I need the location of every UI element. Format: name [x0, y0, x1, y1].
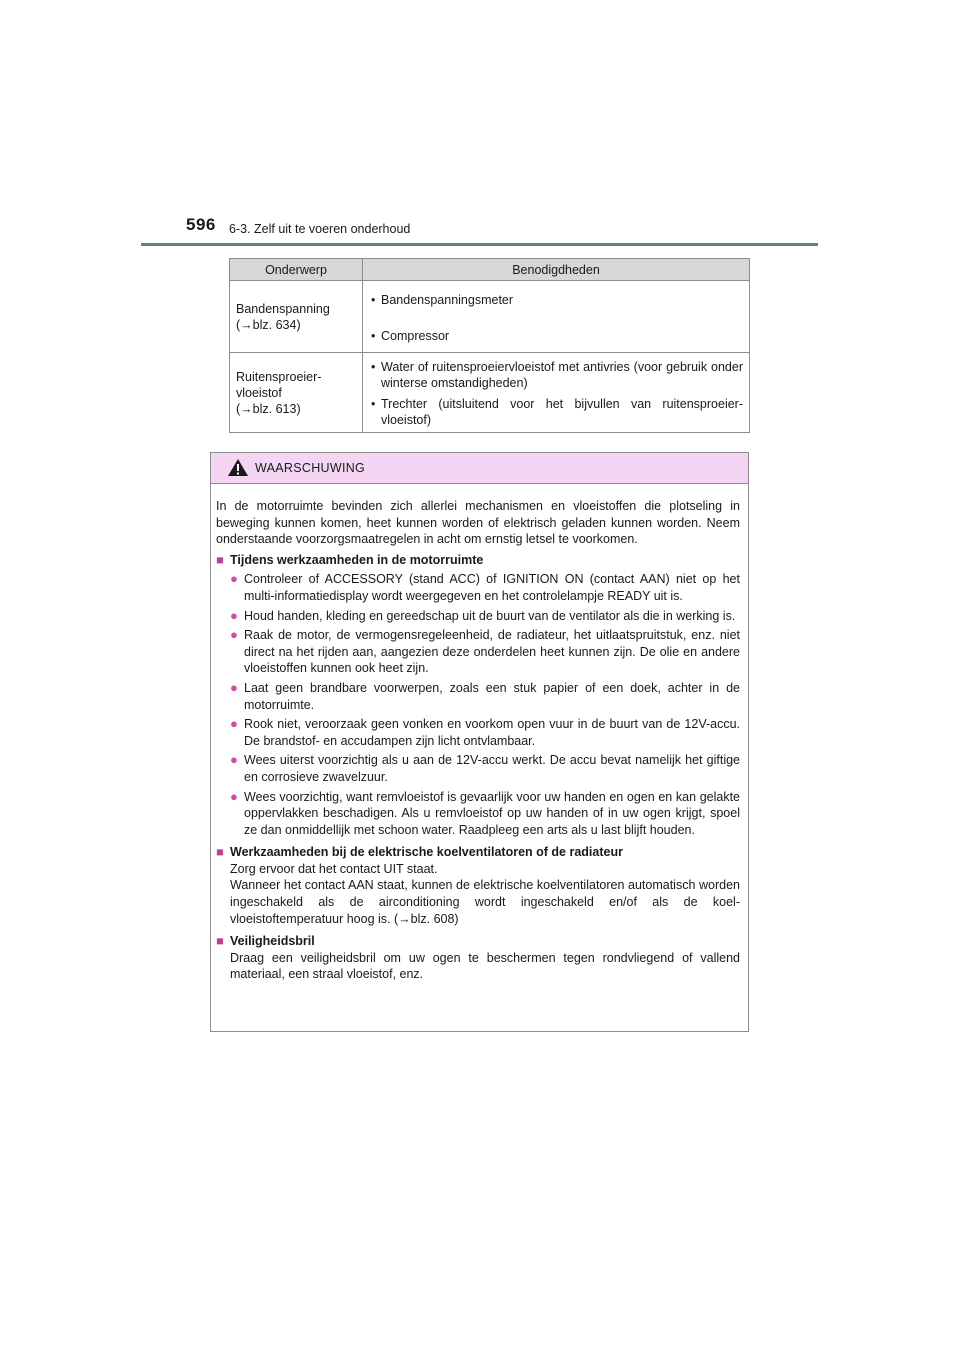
subject-line: vloeistof: [236, 385, 282, 400]
column-header-requirements: Benodigdheden: [363, 259, 750, 281]
subheading-text: Veiligheidsbril: [230, 934, 315, 949]
square-bullet-icon: ■: [216, 934, 224, 949]
bullet-icon: •: [371, 328, 376, 343]
warning-label: WAARSCHUWING: [255, 461, 366, 475]
square-bullet-icon: ■: [216, 845, 224, 860]
paragraph: Wanneer het contact AAN staat, kunnen de elektrische koelventilatoren automatisch worden ingeschakeld als de airconditioning wordt ingeschakeld en/of als de koel-vloeistoftemperatuur hoog is. (→blz. 608): [230, 878, 740, 926]
item-text: Rook niet, veroorzaak geen vonken en voorkom open vuur in de buurt van de 12V-accu. De brandstof- en accudampen zijn licht ontvlambaar.: [244, 717, 740, 748]
page-reference: (→blz. 613): [236, 401, 301, 416]
requirements-table: [229, 258, 750, 433]
table-row: [230, 281, 750, 353]
warning-body: [211, 484, 748, 983]
item-text: Raak de motor, de vermogensregeleenheid, de radiateur, het uitlaatspruitstuk, enz. niet direct na het rijden aan, aangezien deze onderdelen heet kunnen zijn. De olie en andere vloeistoffen kunnen ook heet zijn.: [244, 628, 740, 676]
bullet-icon: •: [371, 292, 376, 307]
subheading-text: Werkzaamheden bij de elektrische koelventilatoren of de radiateur: [230, 845, 623, 860]
section-title: 6-3. Zelf uit te voeren onderhoud: [229, 222, 411, 236]
circle-bullet-icon: ●: [230, 607, 238, 623]
requirements-cell: [363, 353, 750, 433]
list-item: [230, 716, 740, 749]
item-text: Laat geen brandbare voorwerpen, zoals een stuk papier of een doek, achter in de motorruimte.: [244, 680, 740, 712]
subheading: [216, 933, 740, 950]
warning-triangle-icon: [227, 458, 249, 477]
subheading-text: Tijdens werkzaamheden in de motorruimte: [230, 552, 484, 567]
table-row: [230, 353, 750, 433]
page-reference: (→blz. 634): [236, 317, 301, 332]
list-item: [230, 789, 740, 839]
item-text: Houd handen, kleding en gereedschap uit de buurt van de ventilator als die in werking is.: [244, 608, 736, 623]
item-text: Compressor: [381, 328, 450, 343]
table-header-row: [230, 259, 750, 281]
page-number: 596: [186, 215, 216, 234]
bullet-icon: •: [371, 360, 376, 374]
square-bullet-icon: ■: [216, 552, 224, 567]
warning-box: [210, 452, 749, 1032]
item-text: Water of ruitensproeiervloeistof met antivries (voor gebruik onder winterse omstandigheden): [381, 360, 743, 390]
list-item: [230, 627, 740, 677]
warning-intro: In de motorruimte bevinden zich allerlei mechanismen en vloeistoffen die plotseling in beweging kunnen komen, heet kunnen worden of elektrisch geladen kunnen worden. Neem onderstaande voorzorgsmaatregelen in acht om ernstig letsel te voorkomen.: [216, 499, 740, 547]
circle-bullet-icon: ●: [230, 716, 238, 732]
subheading: [216, 552, 740, 569]
list-item: [230, 571, 740, 604]
list-item: [230, 752, 740, 785]
subject-line: Ruitensproeier-: [236, 369, 322, 384]
requirements-cell: [363, 281, 750, 353]
list-item: [371, 359, 743, 391]
item-text: Wees uiterst voorzichtig als u aan de 12V-accu werkt. De accu bevat namelijk het giftige en corrosieve zwavelzuur.: [244, 753, 740, 784]
item-text: Wees voorzichtig, want remvloeistof is gevaarlijk voor uw handen en ogen en kan gelakte oppervlakken beschadigen. Als u remvloeistof op uw handen of in uw ogen krijgt, spoel ze dan onmiddellijk met schoon water. Raadpleeg een arts als u last blijft houden.: [244, 789, 740, 837]
item-text: Trechter (uitsluitend voor het bijvullen van ruitensproeier-vloeistof): [381, 397, 743, 427]
circle-bullet-icon: ●: [230, 752, 238, 768]
paragraph: Zorg ervoor dat het contact UIT staat.: [230, 861, 438, 876]
bullet-icon: •: [371, 397, 376, 411]
warning-header: [211, 453, 748, 484]
circle-bullet-icon: ●: [230, 679, 238, 695]
header-divider: [141, 243, 818, 246]
circle-bullet-icon: ●: [230, 627, 238, 643]
column-header-subject: Onderwerp: [230, 259, 363, 281]
list-item: [230, 680, 740, 713]
list-item: [230, 608, 740, 625]
subject-line: Bandenspanning: [236, 301, 330, 316]
list-item: [371, 292, 743, 308]
circle-bullet-icon: ●: [230, 571, 238, 587]
list-item: [371, 328, 743, 344]
item-text: Bandenspanningsmeter: [381, 292, 514, 307]
subject-cell: [230, 353, 363, 433]
item-text: Controleer of ACCESSORY (stand ACC) of IGNITION ON (contact AAN) niet op het multi-informatiedisplay wordt weergegeven en het controlelampje READY uit is.: [244, 572, 740, 603]
subject-cell: [230, 281, 363, 353]
circle-bullet-icon: ●: [230, 788, 238, 804]
subheading: [216, 844, 740, 861]
paragraph: Draag een veiligheidsbril om uw ogen te beschermen tegen rondvliegend of vallend materiaal, een straal vloeistof, enz.: [230, 950, 740, 982]
list-item: [371, 396, 743, 428]
